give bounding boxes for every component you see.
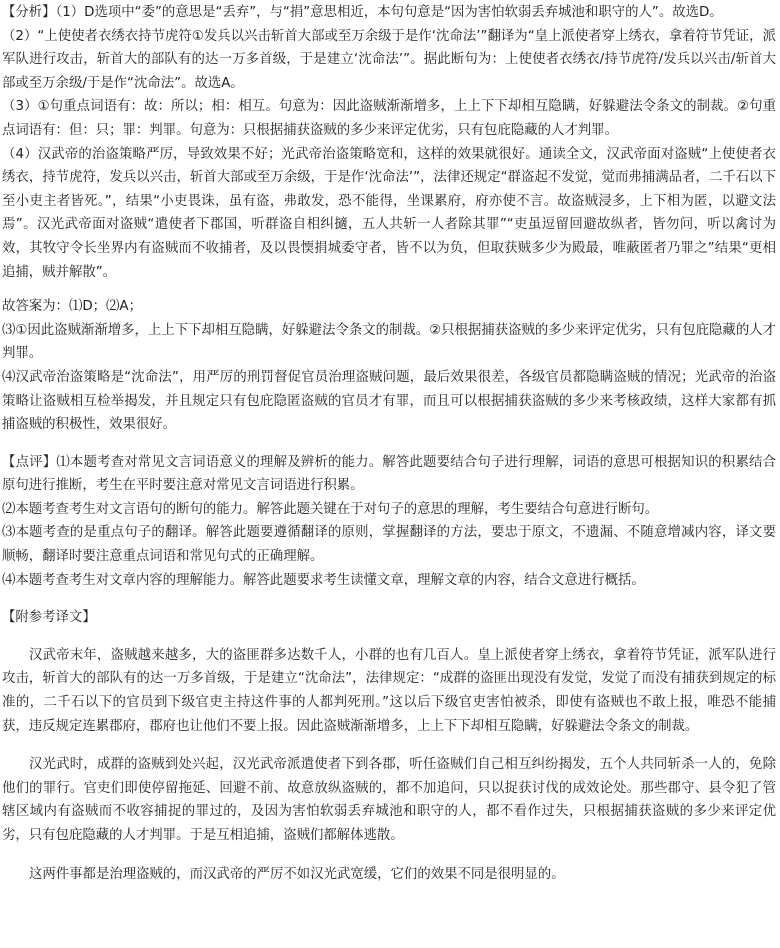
comment-section: [2, 451, 776, 593]
translation-paragraph-1: 汉武帝末年，盗贼越来越多，大的盗匪群多达数千人，小群的也有几百人。皇上派使者穿上绣衣，拿着符节凭证，派军队进行攻击，斩首大的部队有的达一万多首级，于是建立“沈命法”，法律规定：“成群的盗匪出现没有发觉，发觉了而没有捕获到规定的标准的，二千石以下的官员到下级官吏主持这件事的人都判死刑。”这以后下级官吏害怕被杀，即使有盗贼也不敢上报，唯恐不能捕获，违反规定连累郡府，郡府也让他们不要上报。因此盗贼渐渐增多，上上下下却相互隐瞒，好躲避法令条文的制裁。: [2, 647, 776, 734]
comment-item-1: 【点评】⑴本题考查对常见文言词语意义的理解及辨析的能力。解答此题要结合句子进行理解，词语的意思可根据知识的积累结合原句进行推断，考生在平时要注意对常见文言词语进行积累。: [2, 454, 776, 494]
comment-item-2: ⑵本题考查考生对文言语句的断句的能力。解答此题关键在于对句子的意思的理解，考生要结合句意进行断句。: [2, 501, 659, 517]
comment-item-4: ⑷本题考查考生对文章内容的理解能力。解答此题要求考生读懂文章，理解文章的内容，结合文意进行概括。: [2, 572, 645, 588]
analysis-paragraph-3: （3）①句重点词语有：故：所以；相：相互。句意为：因此盗贼渐渐增多，上上下下却相互隐瞒，好躲避法令条文的制裁。②句重点词语有：但：只；罪：判罪。句意为：只根据捕获盗贼的多少来评定优劣，只有包庇隐藏的人才判罪。: [2, 99, 776, 138]
comment-item-3: ⑶本题考查的是重点句子的翻译。解答此题要遵循翻译的原则，掌握翻译的方法，要忠于原文，不遗漏、不随意增减内容，译文要顺畅，翻译时要注意重点词语和常见句式的正确理解。: [2, 525, 776, 565]
analysis-paragraph-2: （2）“上使使者衣绣衣持节虎符①发兵以兴击斩首大部或至万余级于是作‘沈命法’”翻译为“皇上派使者穿上绣衣，拿着符节凭证，派军队进行攻击，斩首大的部队有的达一万多首级，于是建立‘沈命法’”。据此断句为：上使使者衣绣衣/持节虎符/发兵以兴击/斩首大部或至万余级/于是作“沈命法”。故选A。: [2, 28, 776, 91]
translation-paragraph-2: 汉光武时，成群的盗贼到处兴起，汉光武帝派遣使者下到各郡，听任盗贼们自己相互纠纷揭发，五个人共同斩杀一人的，免除他们的罪行。官吏们即使停留拖延、回避不前、故意放纵盗贼的，都不加追问，只以捉获讨伐的成效论处。那些郡守、县令犯了管辖区域内有盗贼而不收容捕捉的罪过的，及因为害怕软弱丢弃城池和职守的人，都不看作过失，只根据捕获盗贼的多少来评定优劣，只有包庇隐藏的人才判罪。于是互相追捕，盗贼们都解体逃散。: [2, 757, 776, 843]
translation-section: [2, 606, 776, 886]
answer-section: [2, 295, 776, 437]
solution-document: [2, 0, 776, 886]
analysis-section: [2, 0, 776, 284]
analysis-paragraph-1: 【分析】（1）D选项中“委”的意思是“丢弃”，与“捐”意思相近，本句句意是“因为害怕软弱丢弃城池和职守的人”。故选D。: [2, 5, 723, 20]
analysis-paragraph-4: （4）汉武帝的治盗策略严厉，导致效果不好；光武帝治盗策略宽和，这样的效果就很好。通读全文，汉武帝面对盗贼“上使使者衣绣衣，持节虎符，发兵以兴击，斩首大部或至万余级，于是作‘沈命法’”，法律还规定“群盗起不发觉，觉而弗捕满品者，二千石以下至小吏主者皆死。”，结果“小吏畏诛，虽有盗，弗敢发，恐不能得，坐课累府，府亦使不言。故盗贼浸多，上下相为匿，以避文法焉”。汉光武帝面对盗贼“遣使者下郡国，听群盗自相纠擿，五人共斩一人者除其罪”“吏虽逗留回避故纵者，皆勿问，听以禽讨为效，其牧守令长坐界内有盗贼而不收捕者，及以畏愞捐城委守者，皆不以为负，但取获贼多少为殿最，唯蔽匿者乃罪之”结果“更相追捕，贼并解散”。: [2, 146, 776, 280]
answer-item-3: ⑶①因此盗贼渐渐增多，上上下下却相互隐瞒，好躲避法令条文的制裁。②只根据捕获盗贼的多少来评定优劣，只有包庇隐藏的人才判罪。: [2, 322, 776, 362]
translation-paragraph-3: 这两件事都是治理盗贼的，而汉武帝的严厉不如汉光武宽缓，它们的效果不同是很明显的。: [29, 866, 565, 882]
translation-heading: 【附参考译文】: [2, 610, 96, 626]
answer-item-4: ⑷汉武帝治盗策略是“沈命法”，用严厉的刑罚督促官员治理盗贼问题，最后效果很差，各级官员都隐瞒盗贼的情况；光武帝的治盗策略让盗贼相互检举揭发，并且规定只有包庇隐匿盗贼的官员才有罪，而且可以根据捕获盗贼的多少来考核政绩，这样大家都有抓捕盗贼的积极性，效果很好。: [2, 369, 776, 433]
answer-summary: 故答案为：⑴D；⑵A；: [2, 299, 142, 315]
